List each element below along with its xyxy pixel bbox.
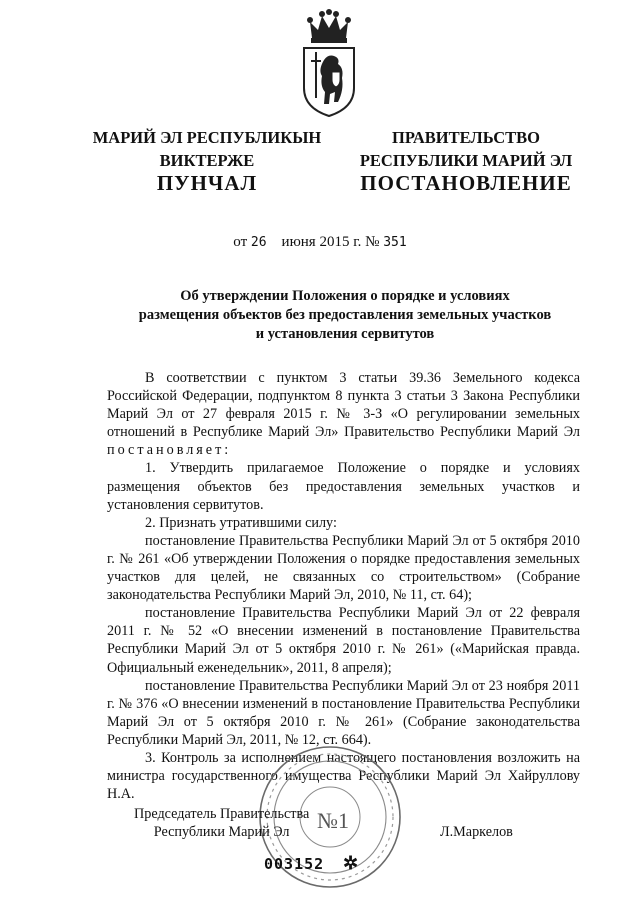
- paragraph-2: 2. Признать утратившими силу:: [145, 514, 337, 531]
- stamp-number: №1: [317, 808, 349, 833]
- date-prefix: от: [233, 234, 248, 250]
- header-left-line2: ВИКТЕРЖЕ: [159, 151, 255, 170]
- title-line2: размещения объектов без предоставления земельных участков: [138, 307, 552, 323]
- decree-word: постановляет:: [107, 442, 232, 459]
- title-line3: и установления сервитутов: [255, 326, 435, 342]
- paragraph-3: 3. Контроль за исполнением настоящего постановления возложить на министра государственного имущества Республики Марий Эл Хайруллову Н.А.: [107, 749, 580, 803]
- paragraph-2c: постановление Правительства Республики Марий Эл от 23 ноября 2011 г. № 376 «О внесении изменений в постановление Правительства Республики Марий Эл от 5 октября 2010 г. № 261» (Собрание законодательства Республики Марий Эл, 2011, № 12, ст. 664).: [107, 677, 580, 748]
- title-line1: Об утверждении Положения о порядке и условиях: [180, 288, 510, 304]
- signature-position-line2: Республики Марий Эл: [153, 824, 290, 840]
- header-right-line1: ПРАВИТЕЛЬСТВО: [392, 128, 540, 147]
- paragraph-1: 1. Утвердить прилагаемое Положение о порядке и условиях размещения объектов без предоставления земельных участков и установления сервитутов.: [107, 460, 580, 513]
- signature-position: [134, 805, 309, 841]
- intro-text: В соответствии с пунктом 3 статьи 39.36 Земельного кодекса Российской Федерации, подпунктом 8 пункта 3 статьи 3 Закона Республики Марий Эл от 27 февраля 2015 г. № 3-З «О регулировании земельных отношений в Республике Марий Эл» Правительство Республики Марий Эл: [107, 370, 580, 441]
- date-line: [0, 234, 640, 251]
- header-right-line2: РЕСПУБЛИКИ МАРИЙ ЭЛ: [359, 151, 573, 170]
- signatory-name: Л.Маркелов: [440, 824, 513, 840]
- header-right-title: ПОСТАНОВЛЕНИЕ: [360, 171, 572, 195]
- header-left-line1: МАРИЙ ЭЛ РЕСПУБЛИКЫН: [92, 128, 322, 147]
- document-title: [80, 287, 610, 344]
- paragraph-2b: постановление Правительства Республики Марий Эл от 22 февраля 2011 г. № 52 «О внесении изменений в постановление Правительства Республики Марий Эл от 5 октября 2010 г. № 261» («Марийская правда. Официальный еженедельник», 2011, 8 апреля);: [107, 605, 580, 676]
- document-body: [107, 369, 580, 803]
- asterisk-icon: ✲: [343, 853, 359, 873]
- date-month-year: июня 2015 г. №: [281, 234, 380, 250]
- document-number: 351: [383, 235, 407, 250]
- signature-position-line1: Председатель Правительства: [134, 806, 310, 822]
- header-left-title: ПУНЧАЛ: [156, 171, 258, 195]
- header-left: [82, 126, 332, 172]
- paragraph-2a: постановление Правительства Республики Марий Эл от 5 октября 2010 г. № 261 «Об утверждении Положения о порядке предоставления земельных участков для целей, не связанных со строительством» (Собрание законодательства Республики Марий Эл, 2010, № 11, ст. 64);: [107, 532, 580, 604]
- intro-paragraph: [107, 369, 580, 459]
- date-day: 26: [250, 235, 267, 250]
- coat-of-arms-emblem: [298, 8, 360, 120]
- header-right: [350, 126, 582, 172]
- registration-number: 003152: [264, 855, 325, 873]
